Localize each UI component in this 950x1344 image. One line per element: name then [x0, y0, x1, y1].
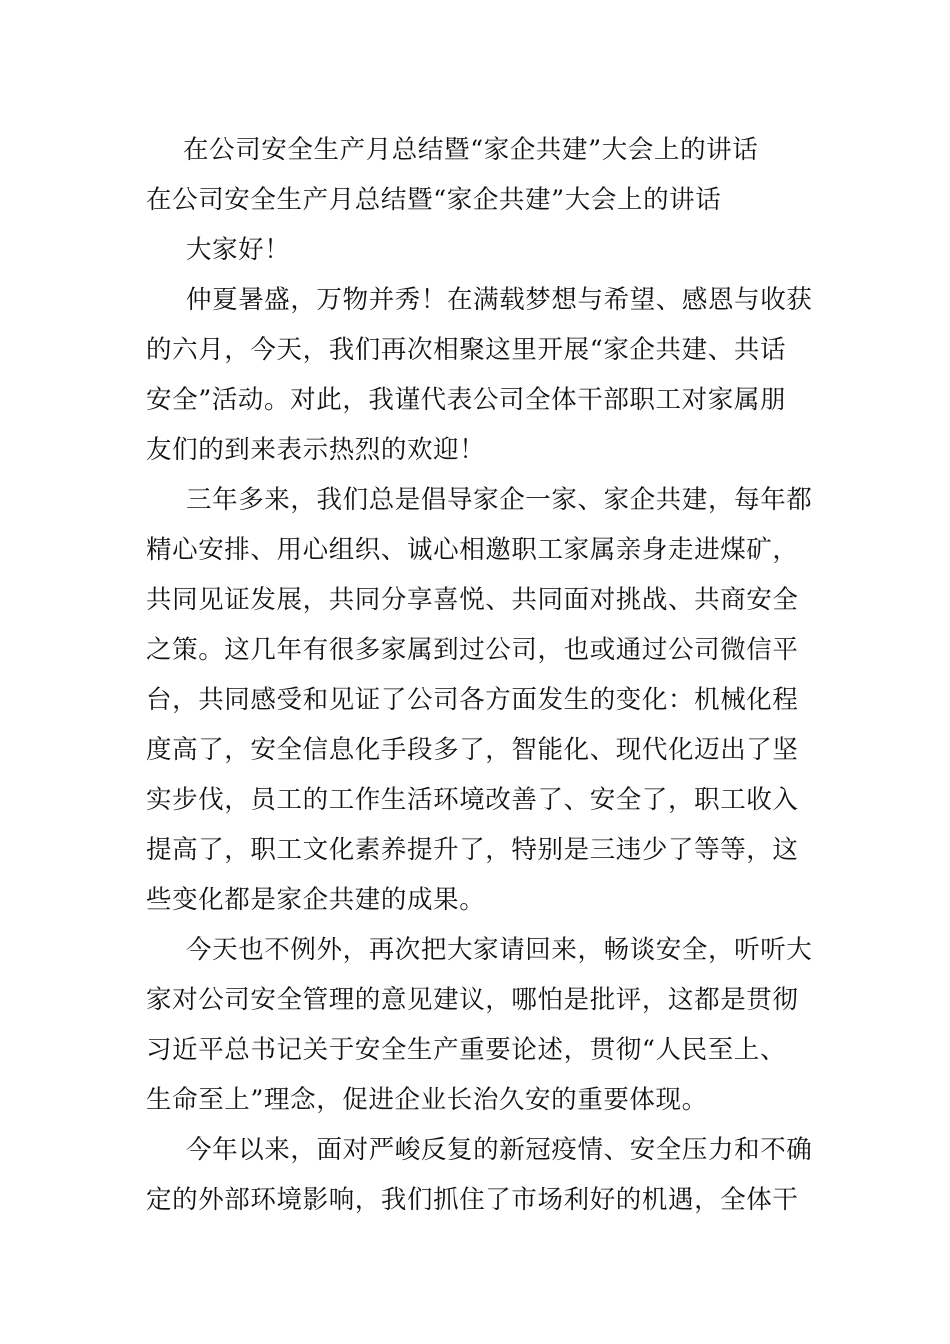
- paragraph-line: 生命至上”理念，促进企业长治久安的重要体现。: [146, 1085, 708, 1115]
- paragraph-line: 的六月，今天，我们再次相聚这里开展“家企共建、共话: [146, 335, 787, 365]
- paragraph-line: 精心安排、用心组织、诚心相邀职工家属亲身走进煤矿，: [146, 535, 799, 565]
- paragraph-line: 定的外部环境影响，我们抓住了市场利好的机遇，全体干: [146, 1185, 799, 1215]
- paragraph-line: 度高了，安全信息化手段多了，智能化、现代化迈出了坚: [146, 735, 799, 765]
- paragraph-line: 些变化都是家企共建的成果。: [146, 885, 486, 915]
- paragraph-line: 台，共同感受和见证了公司各方面发生的变化：机械化程: [146, 685, 799, 715]
- paragraph-line: 习近平总书记关于安全生产重要论述，贯彻“人民至上、: [146, 1035, 787, 1065]
- document-title: 在公司安全生产月总结暨“家企共建”大会上的讲话: [183, 135, 759, 165]
- paragraph-line: 三年多来，我们总是倡导家企一家、家企共建，每年都: [186, 485, 813, 515]
- paragraph-line: 共同见证发展，共同分享喜悦、共同面对挑战、共商安全: [146, 585, 799, 615]
- document-subtitle: 在公司安全生产月总结暨“家企共建”大会上的讲话: [146, 185, 722, 215]
- paragraph-line: 实步伐，员工的工作生活环境改善了、安全了，职工收入: [146, 785, 799, 815]
- paragraph-line: 家对公司安全管理的意见建议，哪怕是批评，这都是贯彻: [146, 985, 799, 1015]
- paragraph-line: 安全”活动。对此，我谨代表公司全体干部职工对家属朋: [146, 385, 787, 415]
- paragraph-line: 友们的到来表示热烈的欢迎！: [146, 435, 486, 465]
- paragraph-line: 仲夏暑盛，万物并秀！在满载梦想与希望、感恩与收获: [186, 285, 813, 315]
- paragraph-line: 今天也不例外，再次把大家请回来，畅谈安全，听听大: [186, 935, 813, 965]
- paragraph-line: 提高了，职工文化素养提升了，特别是三违少了等等，这: [146, 835, 799, 865]
- paragraph-line: 之策。这几年有很多家属到过公司，也或通过公司微信平: [146, 635, 799, 665]
- paragraph-line: 今年以来，面对严峻反复的新冠疫情、安全压力和不确: [186, 1135, 813, 1165]
- greeting-line: 大家好！: [186, 235, 291, 265]
